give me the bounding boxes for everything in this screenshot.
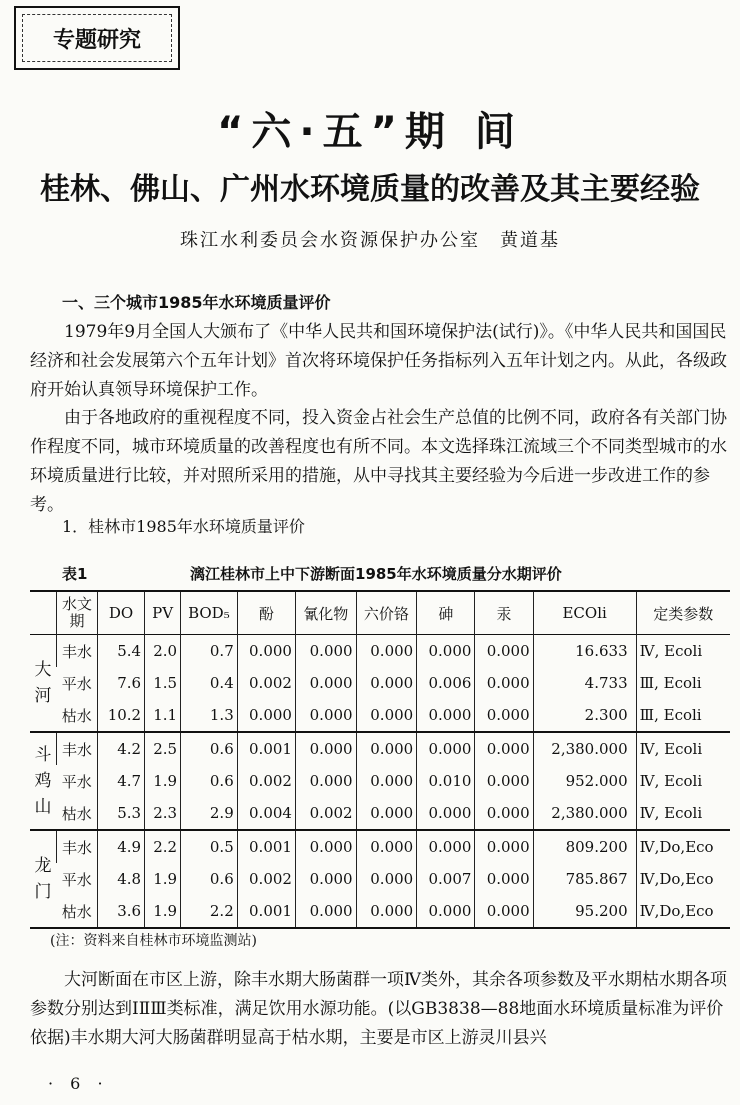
article-title-line2: 桂林、佛山、广州水环境质量的改善及其主要经验 (40, 172, 700, 207)
table-title: 漓江桂林市上中下游断面1985年水环境质量分水期评价 (190, 565, 562, 583)
table-cell: 2,380.000 (533, 732, 636, 765)
table-cell: 952.000 (533, 765, 636, 797)
article-title-line1: “六·五”期 间 (217, 109, 523, 155)
table-cell: 0.004 (237, 797, 295, 830)
table-cell: 95.200 (533, 895, 636, 928)
author-line (0, 226, 740, 252)
paragraph-2: 由于各地政府的重视程度不同，投入资金占社会生产总值的比例不同，政府各有关部门协作程度不同，城市环境质量的改善程度也有所不同。本文选择珠江流域三个不同类型城市的水环境质量进行比较，并对照所采用的措施，从中寻找其主要经验为今后进一步改进工作的参考。 (30, 408, 727, 515)
table-cell: 2.2 (145, 830, 181, 863)
table-cell: 0.000 (475, 895, 533, 928)
table-row (30, 667, 730, 699)
header-cell-site (30, 591, 57, 635)
table-cell: 平水 (61, 772, 92, 791)
header-cell: PV (145, 591, 181, 635)
table-note: (注：资料来自桂林市环境监测站) (50, 933, 257, 949)
paragraph-1: 1979年9月全国人大颁布了《中华人民共和国环境保护法(试行)》。《中华人民共和国国民经济和社会发展第六个五年计划》首次将环境保护任务指标列入五年计划之内。从此，各级政府开始认真领导环境保护工作。 (30, 322, 727, 400)
table-cell: 0.6 (181, 732, 238, 765)
table-label: 表1 (62, 565, 88, 583)
table-cell: 0.6 (181, 863, 238, 895)
table-cell: 0.002 (237, 765, 295, 797)
table-cell: 1.9 (145, 765, 181, 797)
table-cell: 0.006 (417, 667, 475, 699)
author-name: 黄道基 (500, 230, 560, 251)
table-cell: 1.5 (145, 667, 181, 699)
table-cell: 0.000 (295, 667, 356, 699)
header-cell: 水文期 (57, 591, 98, 635)
table-cell: 0.000 (417, 732, 475, 765)
table-cell: 0.000 (356, 765, 417, 797)
table-cell: 3.6 (98, 895, 145, 928)
table-cell: 4.733 (533, 667, 636, 699)
table-cell: Ⅲ, Ecoli (636, 667, 730, 699)
header-cell: DO (98, 591, 145, 635)
table-cell: 7.6 (98, 667, 145, 699)
table-cell: 枯水 (61, 902, 92, 921)
table-cell: 0.000 (417, 895, 475, 928)
table-cell: 0.000 (356, 863, 417, 895)
table-cell: Ⅳ, Ecoli (636, 797, 730, 830)
table-cell: 0.000 (295, 765, 356, 797)
table-cell: 2.2 (181, 895, 238, 928)
section-heading: 一、三个城市1985年水环境质量评价 (62, 293, 331, 312)
table-cell: 枯水 (61, 804, 92, 823)
table-row (30, 732, 730, 765)
header-cell: 酚 (237, 591, 295, 635)
table-cell: 平水 (61, 674, 92, 693)
table-cell: 0.000 (356, 699, 417, 732)
table-row (30, 797, 730, 830)
table-cell: 0.000 (295, 732, 356, 765)
table-cell: 平水 (61, 870, 92, 889)
table-cell: 2.9 (181, 797, 238, 830)
header-cell: 砷 (417, 591, 475, 635)
table-cell: 4.2 (98, 732, 145, 765)
header-cell: BOD₅ (181, 591, 238, 635)
table-cell: 0.000 (295, 635, 356, 668)
water-quality-table (30, 590, 730, 929)
table-row (30, 895, 730, 928)
header-cell: ECOli (533, 591, 636, 635)
table-cell: 0.000 (237, 699, 295, 732)
table-cell: 0.010 (417, 765, 475, 797)
table-cell: 4.9 (98, 830, 145, 863)
table-cell: 丰水 (57, 732, 98, 765)
site-cell: 大河 (34, 660, 52, 706)
table-cell: 0.000 (475, 732, 533, 765)
table-cell: 枯水 (61, 706, 92, 725)
table-cell: 0.002 (237, 667, 295, 699)
table-cell: 0.000 (356, 895, 417, 928)
group-longmen (30, 830, 730, 928)
table-cell: 4.8 (98, 863, 145, 895)
table-cell: 0.000 (356, 797, 417, 830)
paragraph-3: 大河断面在市区上游，除丰水期大肠菌群一项Ⅳ类外，其余各项参数及平水期枯水期各项参数分别达到ⅠⅡⅢ类标准，满足饮用水源功能。(以GB3838—88地面水环境质量标准为评价依据)丰水期大河大肠菌群明显高于枯水期，主要是市区上游灵川县兴 (30, 970, 727, 1048)
table-cell: 0.000 (417, 797, 475, 830)
table-cell: 0.007 (417, 863, 475, 895)
table-cell: 16.633 (533, 635, 636, 668)
section-tag-box (14, 6, 180, 70)
table-cell: 丰水 (57, 635, 98, 668)
table-cell: 0.5 (181, 830, 238, 863)
table-cell: 丰水 (57, 830, 98, 863)
table-cell: 0.001 (237, 830, 295, 863)
table-cell: 0.000 (295, 863, 356, 895)
page-number: · 6 · (48, 1074, 109, 1093)
table-row (30, 863, 730, 895)
table-cell: 0.000 (417, 830, 475, 863)
table-cell: 0.000 (417, 699, 475, 732)
group-dahe (30, 635, 730, 733)
table-cell: 0.000 (356, 732, 417, 765)
table-cell: 0.000 (475, 699, 533, 732)
table-cell: 785.867 (533, 863, 636, 895)
table-cell: Ⅳ,Do,Eco (636, 830, 730, 863)
table-cell: Ⅳ,Do,Eco (636, 895, 730, 928)
table-cell: 2.0 (145, 635, 181, 668)
table-cell: 0.000 (475, 635, 533, 668)
table-cell: 0.000 (295, 830, 356, 863)
table-cell: 0.000 (237, 635, 295, 668)
header-cell: 六价铬 (356, 591, 417, 635)
table-row (30, 765, 730, 797)
header-cell: 汞 (475, 591, 533, 635)
table-cell: 0.002 (295, 797, 356, 830)
table-cell: 0.000 (475, 765, 533, 797)
table-cell: 0.000 (356, 830, 417, 863)
table-cell: 0.000 (475, 863, 533, 895)
table-cell: 2.300 (533, 699, 636, 732)
table-cell: 0.6 (181, 765, 238, 797)
site-cell: 龙门 (34, 856, 52, 902)
table-cell: 1.9 (145, 863, 181, 895)
section-tag: 专题研究 (22, 14, 172, 62)
table-cell: 0.000 (295, 895, 356, 928)
table-cell: 0.002 (237, 863, 295, 895)
table-cell: 1.1 (145, 699, 181, 732)
author-org: 珠江水利委员会水资源保护办公室 (180, 230, 480, 251)
table-cell: 2.5 (145, 732, 181, 765)
site-cell: 斗鸡山 (34, 745, 52, 817)
table-cell: 0.000 (356, 635, 417, 668)
table-cell: Ⅲ, Ecoli (636, 699, 730, 732)
table-cell: 0.000 (475, 830, 533, 863)
table-caption (30, 563, 730, 587)
table-cell: Ⅳ,Do,Eco (636, 863, 730, 895)
table-cell: 0.7 (181, 635, 238, 668)
table-cell: 2.3 (145, 797, 181, 830)
table-header-row (30, 591, 730, 635)
group-doujishan (30, 732, 730, 830)
table-cell: Ⅳ, Ecoli (636, 635, 730, 668)
table-cell: 0.001 (237, 732, 295, 765)
table-cell: 5.3 (98, 797, 145, 830)
table-cell: 0.000 (295, 699, 356, 732)
table-cell: Ⅳ, Ecoli (636, 732, 730, 765)
table-cell: 10.2 (98, 699, 145, 732)
table-cell: 5.4 (98, 635, 145, 668)
header-cell: 定类参数 (636, 591, 730, 635)
table-cell: 809.200 (533, 830, 636, 863)
table-cell: 0.000 (417, 635, 475, 668)
table-cell: Ⅳ, Ecoli (636, 765, 730, 797)
table-row (30, 635, 730, 668)
table-cell: 0.000 (475, 667, 533, 699)
table-cell: 0.001 (237, 895, 295, 928)
header-cell: 氰化物 (295, 591, 356, 635)
table-cell: 1.3 (181, 699, 238, 732)
table-cell: 0.4 (181, 667, 238, 699)
table-cell: 0.000 (356, 667, 417, 699)
table-cell: 2,380.000 (533, 797, 636, 830)
table-cell: 0.000 (475, 797, 533, 830)
sub-heading: 1．桂林市1985年水环境质量评价 (62, 517, 305, 536)
table-cell: 4.7 (98, 765, 145, 797)
table-row (30, 830, 730, 863)
table-row (30, 699, 730, 732)
table-cell: 1.9 (145, 895, 181, 928)
